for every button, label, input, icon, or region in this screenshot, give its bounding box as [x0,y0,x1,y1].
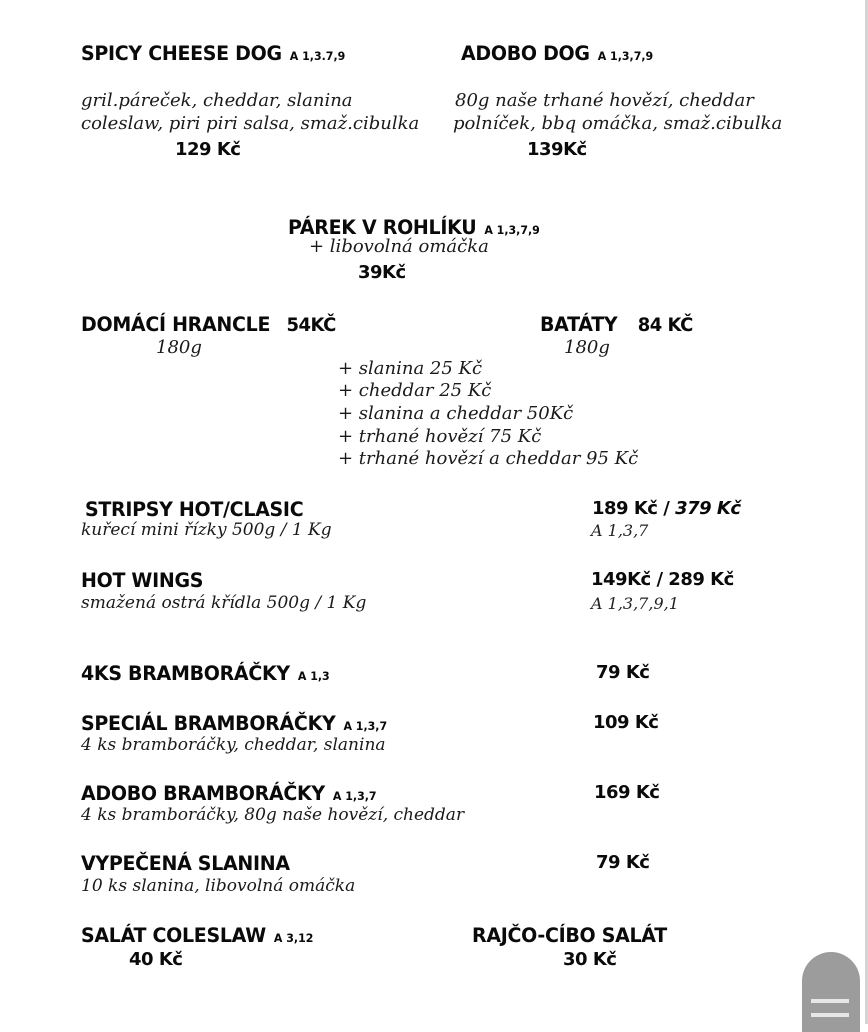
item-desc-hot-wings: smažená ostrá křídla 500g / 1 Kg [81,593,367,613]
item-desc-spicy-cheese-dog: gril.páreček, cheddar, slanina [81,90,353,111]
price-large: 379 Kč [675,498,741,519]
item-desc-adobo-dog-2: polníček, bbq omáčka, smaž.cibulka [453,113,783,134]
item-title-4ks-bramboracky [81,662,330,685]
item-name: PÁREK V ROHLÍKU [288,216,477,240]
item-desc-adobo-dog: 80g naše trhané hovězí, cheddar [455,90,754,111]
item-title-adobo-bramboracky [81,782,377,805]
item-title-bataty [540,313,693,336]
item-title-special-bramboracky [81,712,387,735]
item-price-spicy-cheese-dog: 129 Kč [175,139,241,160]
item-price: 54KČ [286,314,336,337]
item-allergens-stripsy: A 1,3,7 [591,521,649,540]
item-desc-adobo-bramboracky: 4 ks bramboráčky, 80g naše hovězí, cheddar [81,805,465,825]
extra-option: + slanina a cheddar 50Kč [338,403,574,424]
allergen-codes: A 1,3,7,9 [484,223,540,237]
item-price-rajco-cibo-salat: 30 Kč [563,949,617,970]
item-price-adobo-bramboracky: 169 Kč [594,782,660,803]
item-price-salat-coleslaw: 40 Kč [129,949,183,970]
item-weight-domaci-hrancle: 180g [156,337,202,358]
item-name: ADOBO DOG [461,42,590,66]
item-weight-bataty: 180g [564,337,610,358]
allergen-codes: A 3,12 [273,931,314,945]
allergen-codes: A 1,3,7 [332,789,377,803]
item-name: SPECIÁL BRAMBORÁČKY [81,712,336,736]
item-name: 4KS BRAMBORÁČKY [81,662,290,686]
price-small: 189 Kč / [592,498,670,519]
item-price-adobo-dog: 139Kč [527,139,587,160]
item-price-special-bramboracky: 109 Kč [593,712,659,733]
item-title-salat-coleslaw [81,924,313,947]
item-name: DOMÁCÍ HRANCLE [81,313,271,337]
item-title-spicy-cheese-dog [81,42,345,65]
allergen-codes: A 1,3,7 [343,719,388,733]
item-price-vypecena-slanina: 79 Kč [596,852,650,873]
extra-option: + cheddar 25 Kč [338,380,492,401]
item-title-domaci-hrancle [81,313,336,336]
item-title-stripsy: STRIPSY HOT/CLASIC [85,498,304,522]
item-name: SPICY CHEESE DOG [81,42,282,66]
item-desc-special-bramboracky: 4 ks bramboráčky, cheddar, slanina [81,735,386,755]
item-price: 84 KČ [637,314,693,337]
allergen-codes: A 1,3 [297,669,330,683]
item-name: ADOBO BRAMBORÁČKY [81,782,325,806]
item-desc-vypecena-slanina: 10 ks slanina, libovolná omáčka [81,876,356,896]
item-name: SALÁT COLESLAW [81,924,266,948]
item-price-hot-wings: 149Kč / 289 Kč [591,569,734,590]
item-name: BATÁTY [540,313,618,337]
item-title-adobo-dog [461,42,653,65]
scroll-menu-button[interactable] [802,952,860,1032]
item-allergens-hot-wings: A 1,3,7,9,1 [591,594,679,613]
item-price-parek-v-rohliku: 39Kč [358,262,406,283]
extra-option: + trhané hovězí a cheddar 95 Kč [338,448,639,469]
extra-option: + trhané hovězí 75 Kč [338,426,542,447]
item-desc-stripsy: kuřecí mini řízky 500g / 1 Kg [81,520,332,540]
item-price-stripsy [592,498,741,519]
item-title-vypecena-slanina: VYPEČENÁ SLANINA [81,852,290,876]
item-title-rajco-cibo-salat: RAJČO-CÍBO SALÁT [472,924,667,948]
allergen-codes: A 1,3.7,9 [289,49,346,63]
item-desc-spicy-cheese-dog-2: coleslaw, piri piri salsa, smaž.cibulka [81,113,420,134]
item-price-4ks-bramboracky: 79 Kč [596,662,650,683]
item-title-hot-wings: HOT WINGS [81,569,204,593]
allergen-codes: A 1,3,7,9 [597,49,654,63]
item-desc-parek-v-rohliku: + libovolná omáčka [309,236,489,257]
extra-option: + slanina 25 Kč [338,358,483,379]
